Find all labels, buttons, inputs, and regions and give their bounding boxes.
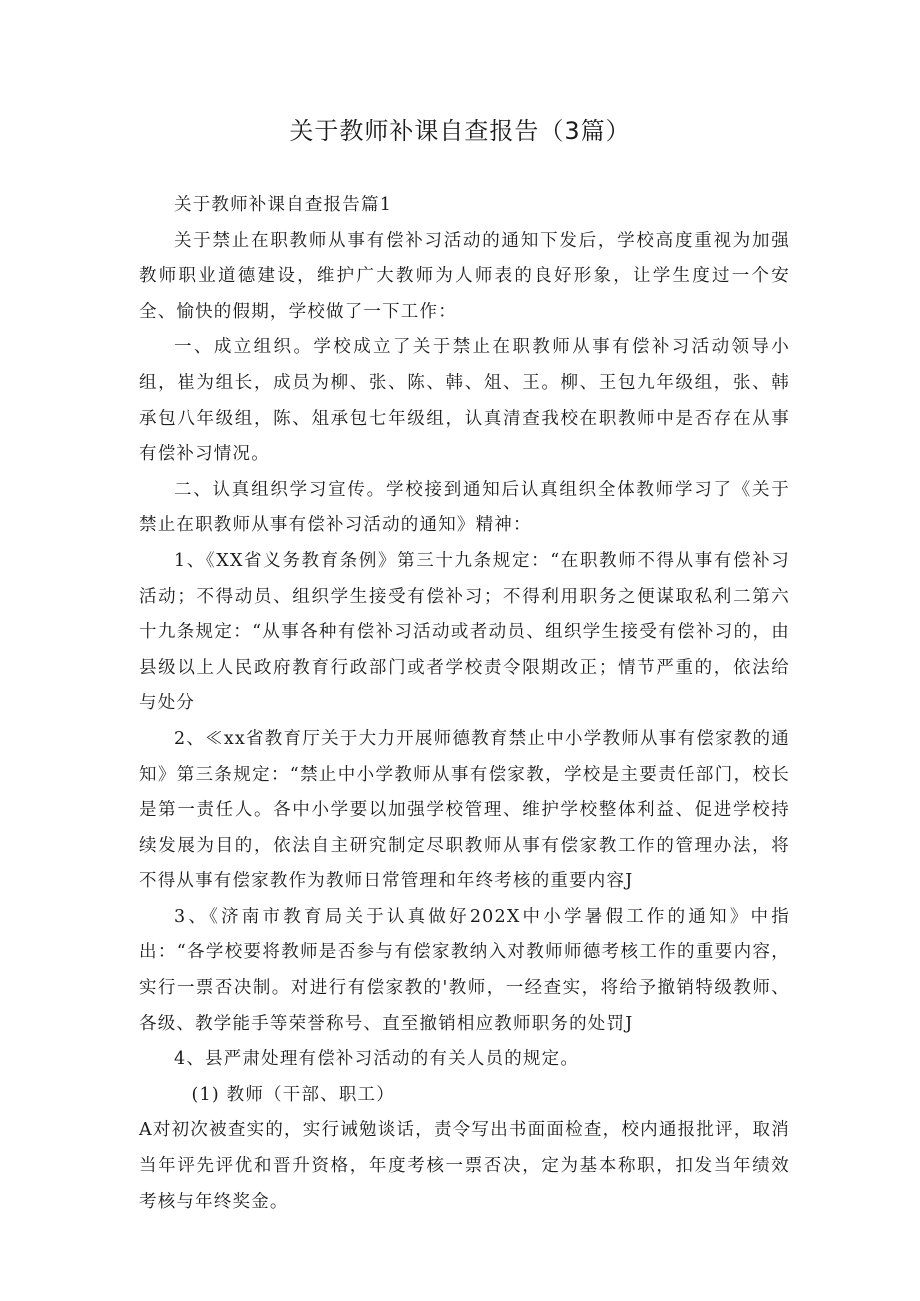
paragraph: 一、成立组织。学校成立了关于禁止在职教师从事有偿补习活动领导小组，崔为组长，成员为柳、张、陈、韩、俎、王。柳、王包九年级组，张、韩承包八年级组，陈、俎承包七年级组，认真清查我校在职教师中是否存在从事有偿补习情况。: [139, 337, 790, 465]
section-heading: 关于教师补课自查报告篇1: [174, 195, 393, 215]
document-body: [139, 188, 790, 1220]
paragraph: 4、县严肃处理有偿补习活动的有关人员的规定。: [174, 1049, 580, 1070]
paragraph: 1、《XX省义务教育条例》第三十九条规定：“在职教师不得从事有偿补习活动；不得动员、组织学生接受有偿补习；不得利用职务之便谋取私利二第六十九条规定：“从事各种有偿补习活动或者动员、组织学生接受有偿补习的，由县级以上人民政府教育行政部门或者学校责令限期改正；情节严重的，依法给与处分: [139, 550, 790, 714]
subsection-heading: (1) 教师（干部、职工）: [191, 1084, 395, 1105]
paragraph: 2、≪xx省教育厅关于大力开展师德教育禁止中小学教师从事有偿家教的通知》第三条规定：“禁止中小学教师从事有偿家教，学校是主要责任部门，校长是第一责任人。各中小学要以加强学校管理、维护学校整体利益、促进学校持续发展为目的，依法自主研究制定尽职教师从事有偿家教工作的管理办法，将不得从事有偿家教作为教师日常管理和年终考核的重要内容J: [139, 728, 790, 892]
paragraph: 3、《济南市教育局关于认真做好202X中小学暑假工作的通知》中指出：“各学校要将教师是否参与有偿家教纳入对教师师德考核工作的重要内容，实行一票否决制。对进行有偿家教的'教师，一经查实，将给予撤销特级教师、各级、教学能手等荣誉称号、直至撤销相应教师职务的处罚J: [139, 906, 790, 1034]
paragraph: 二、认真组织学习宣传。学校接到通知后认真组织全体教师学习了《关于禁止在职教师从事有偿补习活动的通知》精神：: [139, 479, 790, 536]
document-title: 关于教师补课自查报告（3篇）: [289, 117, 631, 145]
paragraph: A对初次被查实的，实行诫勉谈话，责令写出书面面检查，校内通报批评，取消当年评先评优和晋升资格，年度考核一票否决，定为基本称职，扣发当年绩效考核与年终奖金。: [139, 1120, 790, 1212]
paragraph: 关于禁止在职教师从事有偿补习活动的通知下发后，学校高度重视为加强教师职业道德建设，维护广大教师为人师表的良好形象，让学生度过一个安全、愉快的假期，学校做了一下工作：: [139, 230, 790, 322]
